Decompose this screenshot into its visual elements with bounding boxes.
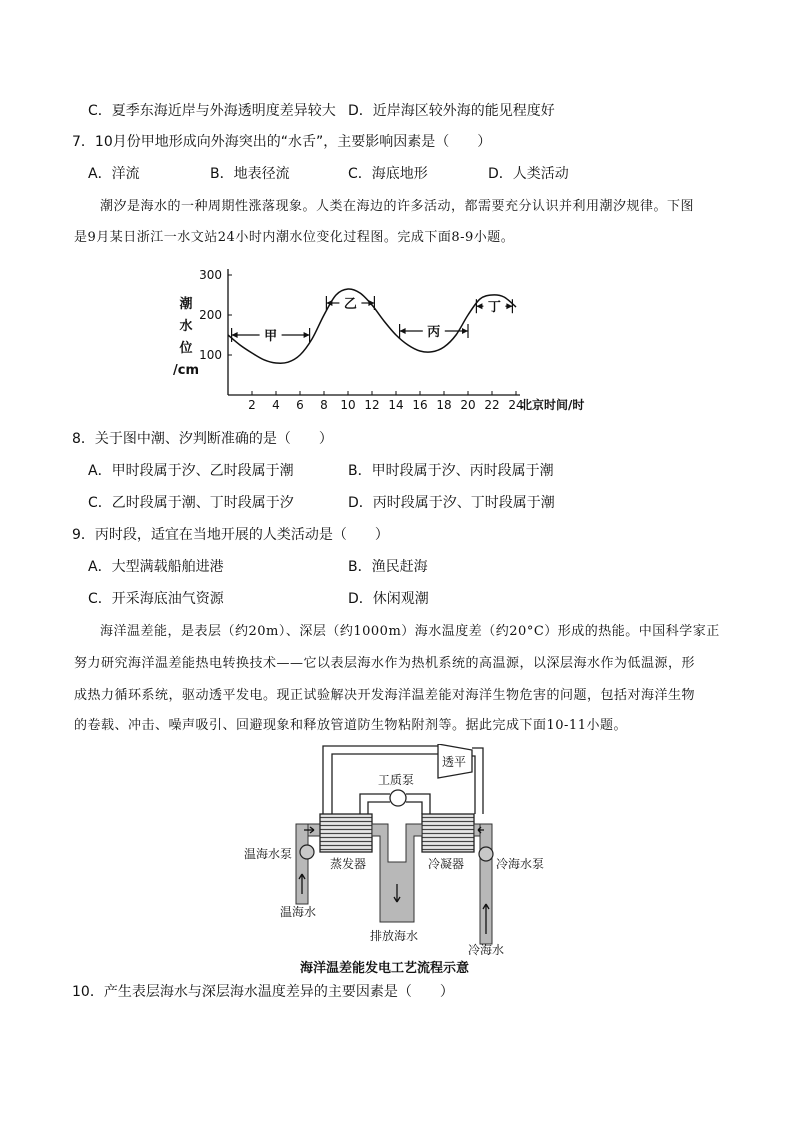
discharge-pipe [372, 824, 422, 922]
x-tick-label: 4 [272, 398, 280, 412]
q8-option-b: B．甲时段属于汐、丙时段属于潮 [348, 463, 554, 479]
q6-option-d: D．近岸海区较外海的能见程度好 [348, 103, 555, 119]
x-tick-label: 20 [460, 398, 476, 412]
q9-stem: 9．丙时段，适宜在当地开展的人类活动是（ ） [72, 527, 389, 543]
q9-option-d: D．休闲观潮 [348, 591, 429, 607]
x-tick-label: 16 [412, 398, 428, 412]
interval-arrow [462, 328, 468, 334]
otec-process-diagram [230, 744, 560, 976]
y-tick-label: 100 [199, 348, 222, 362]
turbine [438, 744, 472, 778]
diagram-caption: 海洋温差能发电工艺流程示意 [300, 961, 470, 976]
condenser-label: 冷凝器 [428, 857, 465, 871]
passage2-line: 的卷载、冲击、噪声吸引、回避现象和释放管道防生物粘附剂等。据此完成下面10-11小题。 [74, 718, 627, 733]
q7-option-c: C．海底地形 [348, 166, 428, 182]
cold-pump-label: 冷海水泵 [496, 857, 545, 871]
q8-stem: 8．关于图中潮、汐判断准确的是（ ） [72, 431, 333, 447]
x-axis-label: 北京时间/时 [520, 398, 585, 412]
q9-option-c: C．开采海底油气资源 [88, 591, 224, 607]
passage2-line: 努力研究海洋温差能热电转换技术——它以表层海水作为热机系统的高温源，以深层海水作为低温源，形 [74, 656, 696, 671]
x-tick-label: 24 [508, 398, 524, 412]
interval-label: 丁 [487, 300, 501, 316]
x-tick-label: 18 [436, 398, 452, 412]
x-tick-label: 22 [484, 398, 500, 412]
y-axis-label: /cm [173, 363, 199, 378]
working-pump-label: 工质泵 [378, 773, 415, 787]
y-axis-label: 位 [179, 341, 193, 356]
interval-arrow [400, 328, 406, 334]
x-tick-label: 10 [340, 398, 356, 412]
tide-curve [228, 289, 516, 363]
working-pump-icon [390, 790, 406, 806]
passage2-line: 成热力循环系统，驱动透平发电。现正试验解决开发海洋温差能对海洋生物危害的问题，包括对海洋生物 [74, 688, 696, 703]
discharge-label: 排放海水 [370, 929, 419, 943]
q7-stem: 7．10月份甲地形成向外海突出的“水舌”，主要影响因素是（ ） [72, 134, 492, 150]
q8-option-c: C．乙时段属于潮、丁时段属于汐 [88, 495, 294, 511]
warm-pump-label: 温海水泵 [244, 847, 293, 861]
interval-arrow [476, 303, 482, 309]
turbine-label: 透平 [442, 755, 467, 769]
q9-option-a: A．大型满载船舶进港 [88, 559, 224, 575]
y-axis-label: 潮 [179, 297, 193, 312]
y-tick-label: 200 [199, 308, 222, 322]
x-tick-label: 14 [388, 398, 404, 412]
q9-option-b: B．渔民赶海 [348, 559, 428, 575]
cold-water-label: 冷海水 [468, 943, 505, 957]
cold-water-pipe [474, 824, 492, 944]
q8-option-a: A．甲时段属于汐、乙时段属于潮 [88, 463, 294, 479]
q8-option-d: D．丙时段属于汐、丁时段属于潮 [348, 495, 555, 511]
tide-chart [160, 262, 630, 414]
interval-label: 乙 [343, 297, 357, 312]
q6-option-c: C．夏季东海近岸与外海透明度差异较大 [88, 103, 336, 119]
evaporator-label: 蒸发器 [330, 857, 367, 871]
q7-option-a: A．洋流 [88, 166, 140, 182]
passage1-line: 潮汐是海水的一种周期性涨落现象。人类在海边的许多活动，都需要充分认识并利用潮汐规律。下图 [100, 199, 695, 214]
x-tick-label: 2 [248, 398, 256, 412]
interval-arrow [506, 303, 512, 309]
x-tick-label: 8 [320, 398, 328, 412]
x-tick-label: 12 [364, 398, 380, 412]
interval-arrow [232, 332, 238, 338]
interval-label: 甲 [264, 329, 278, 344]
y-tick-label: 300 [199, 268, 222, 282]
passage1-line: 是9月某日浙江一水文站24小时内潮水位变化过程图。完成下面8-9小题。 [74, 230, 515, 245]
warm-water-label: 温海水 [280, 905, 317, 919]
y-axis-label: 水 [179, 319, 193, 334]
q7-option-d: D．人类活动 [488, 166, 569, 182]
warm-pump-icon [300, 845, 314, 859]
x-tick-label: 6 [296, 398, 304, 412]
condenser [422, 814, 474, 852]
interval-arrow [304, 332, 310, 338]
passage2-line: 海洋温差能，是表层（约20m）、深层（约1000m）海水温度差（约20°C）形成的热能。中国科学家正 [100, 624, 720, 639]
cold-pump-icon [479, 847, 493, 861]
q10-stem: 10．产生表层海水与深层海水温度差异的主要因素是（ ） [72, 984, 454, 1000]
interval-label: 丙 [427, 325, 441, 340]
q7-option-b: B．地表径流 [210, 166, 290, 182]
evaporator [320, 814, 372, 852]
warm-water-pipe [296, 824, 320, 904]
